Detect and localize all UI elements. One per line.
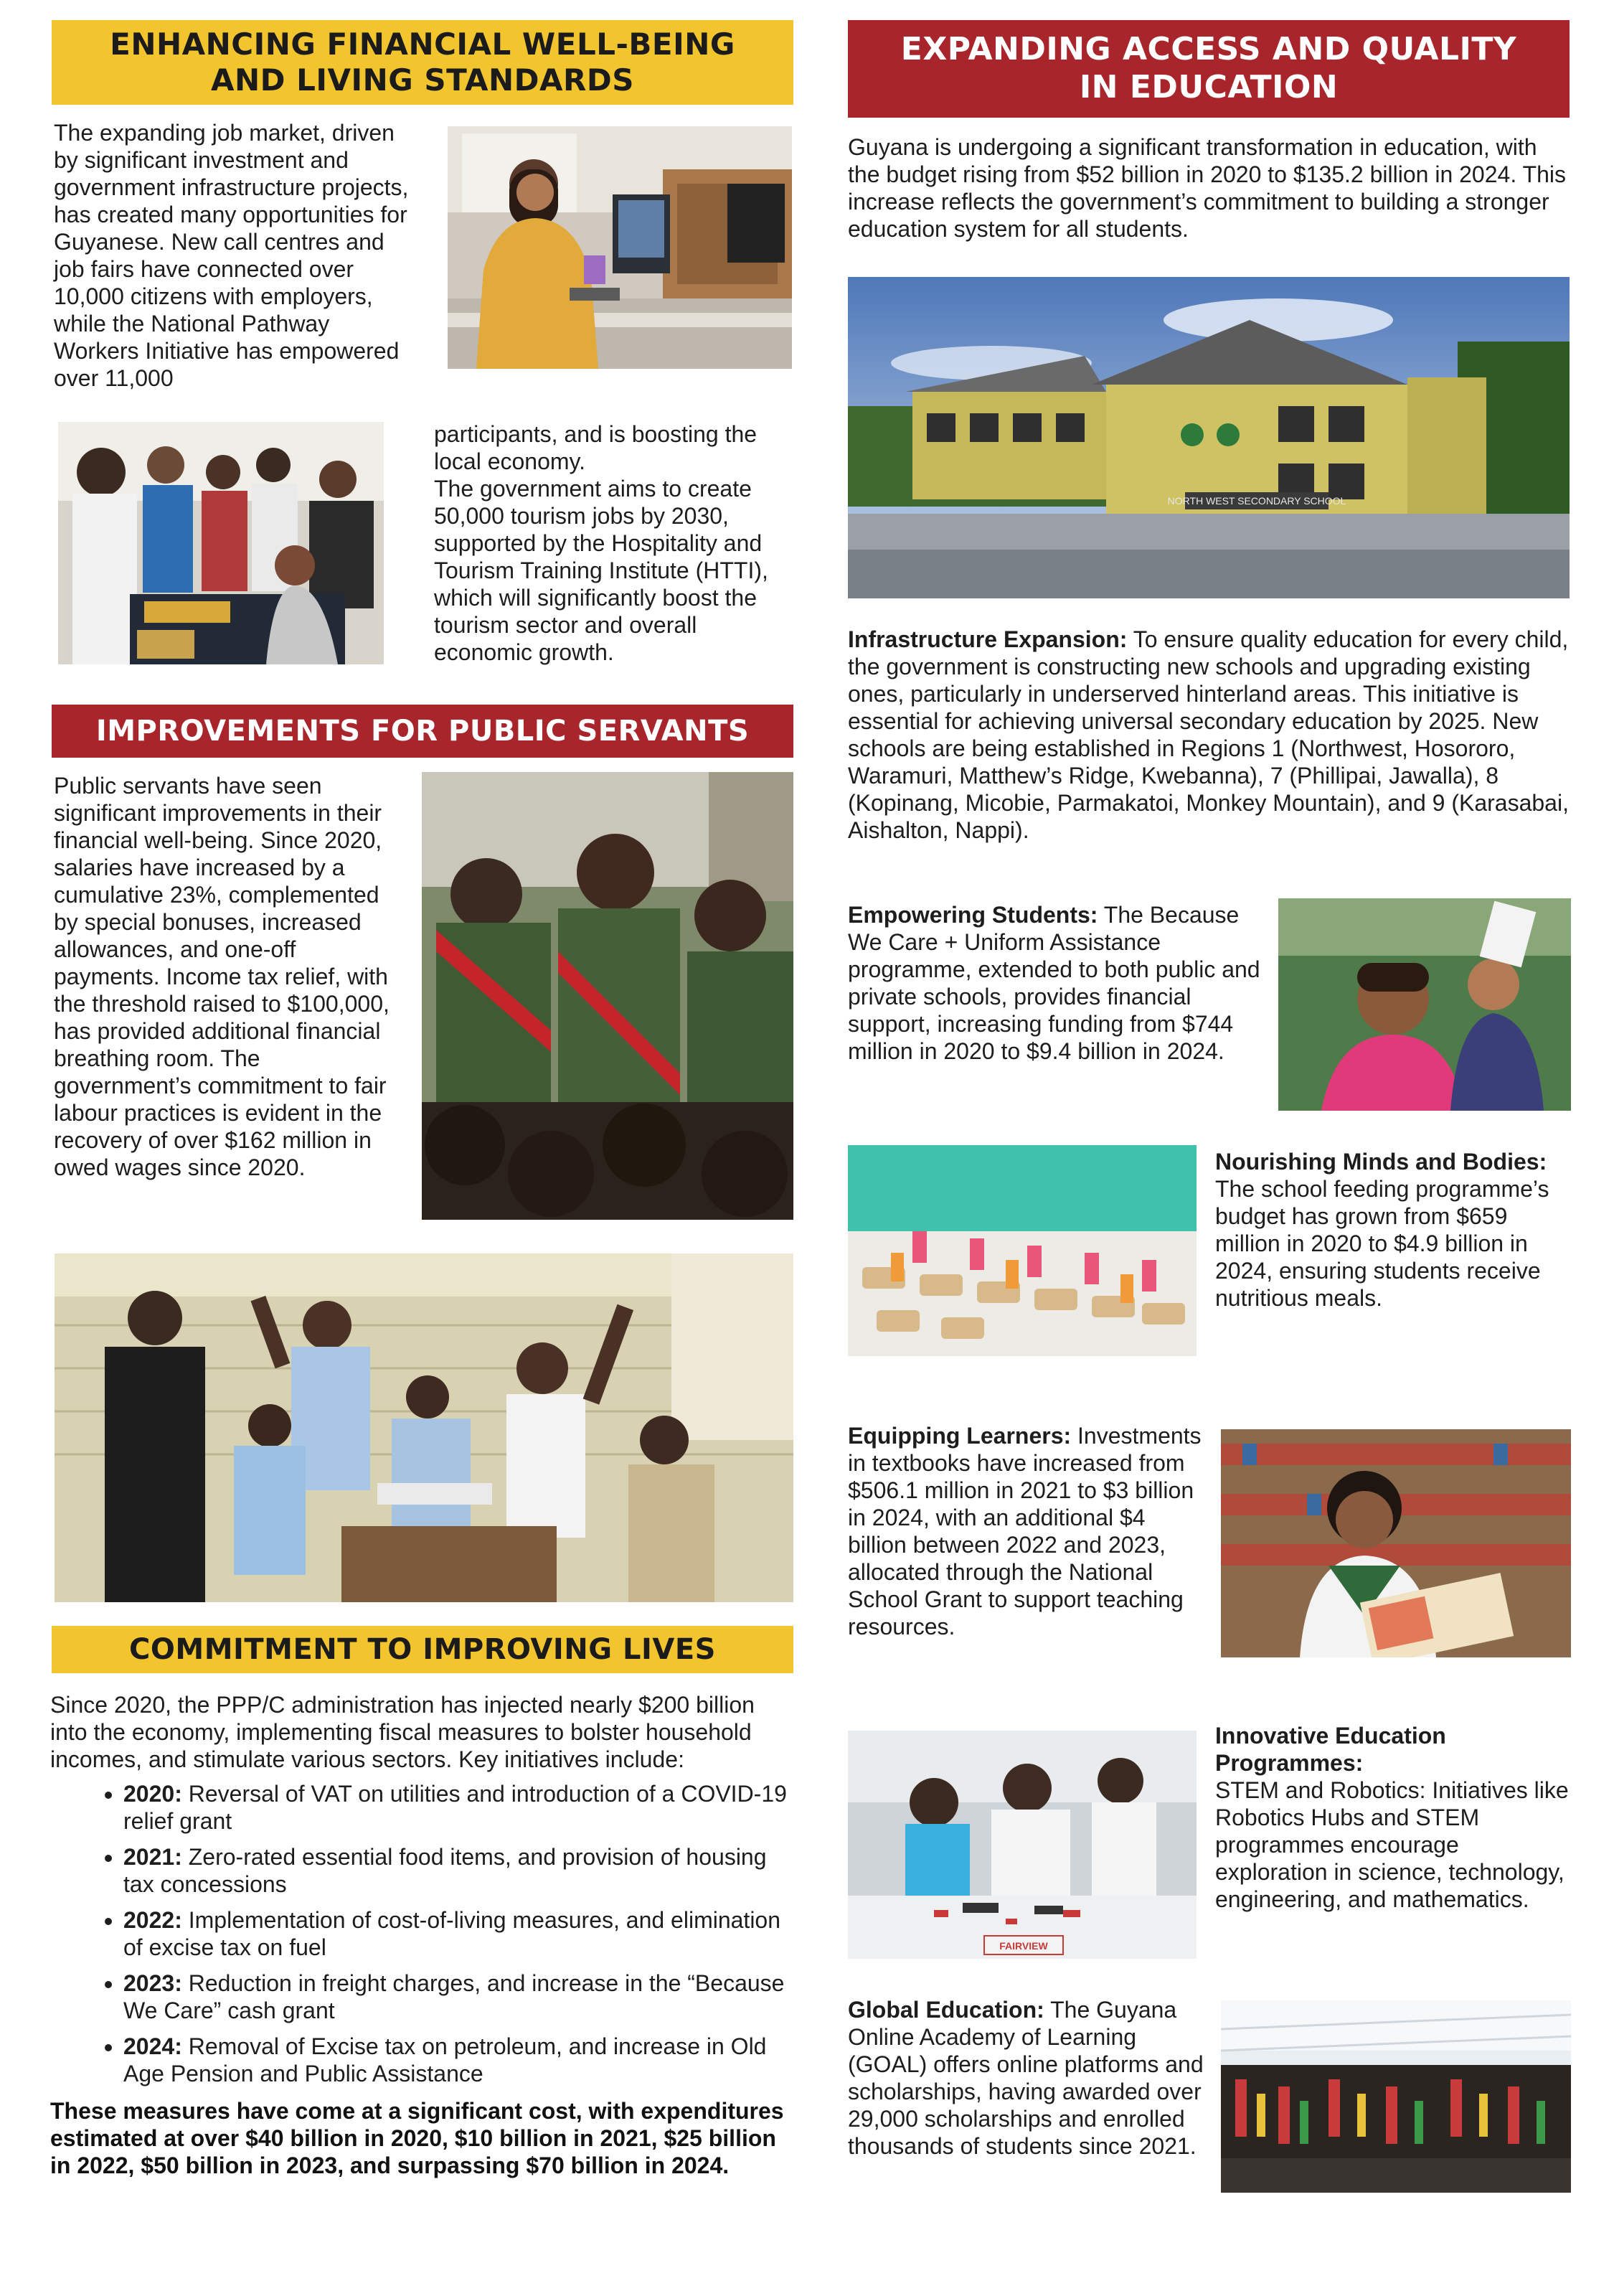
education-intro: Guyana is undergoing a significant transformation in education, with the budget rising from $52 billion in 2020 to $135.2 billion in 2024. This increase reflects the government’s commitment to building a stronger education system for all students. [848, 134, 1566, 242]
call-centre-photo [448, 126, 792, 369]
section-title: ENHANCING FINANCIAL WELL-BEING AND LIVING STANDARDS [110, 26, 735, 98]
tourism-text: The government aims to create 50,000 tourism jobs by 2030, supported by the Hospitality and Tourism Training Institute (HTTI), which will significantly boost the tourism sector and overall economic growth. [434, 476, 768, 665]
nourishing-text: The school feeding programme’s budget has grown from $659 million in 2020 to $4.9 billion in 2024, ensuring students receive nutritious meals. [1215, 1176, 1549, 1311]
initiatives-list [85, 1780, 796, 2087]
section-banner-financial-wellbeing [52, 20, 793, 105]
school-meals-photo [848, 1145, 1197, 1356]
nourishing-heading: Nourishing Minds and Bodies: [1215, 1149, 1547, 1175]
infrastructure-text: To ensure quality education for every child, the government is constructing new schools and upgrading existing ones, particularly in underserved hinterland areas. This initiative is essential for achieving universal secondary education by 2025. New schools are being established in Regions 1 (Northwest, Hosororo, Waramuri, Matthew’s Ridge, Kwebanna), 7 (Phillipai, Jawalla), 8 (Kopinang, Micobie, Parmakatoi, Monkey Mountain), and 9 (Karasabai, Aishalton, Nappi). [848, 626, 1569, 843]
graduation-photo [1221, 2000, 1571, 2193]
initiative-text: Removal of Excise tax on petroleum, and increase in Old Age Pension and Public Assistance [123, 2033, 767, 2086]
soldiers-photo [422, 772, 793, 1220]
list-item [123, 1970, 796, 2024]
nourishing-paragraph [1215, 1148, 1574, 1312]
initiative-text: Zero-rated essential food items, and provision of housing tax concessions [123, 1844, 767, 1897]
robotics-photo [848, 1731, 1197, 1959]
list-item [123, 2033, 796, 2087]
school-sign-text: NORTH WEST SECONDARY SCHOOL [1167, 495, 1346, 507]
expenditure-closing: These measures have come at a significant cost, with expenditures estimated at over $40 billion in 2020, $10 billion in 2021, $25 billion in 2022, $50 billion in 2023, and surpassing $70 billion in 2024. [50, 2098, 784, 2178]
empowering-heading: Empowering Students: [848, 902, 1098, 928]
year-label: 2023: [123, 1970, 182, 1996]
section-banner-improving-lives [52, 1626, 793, 1673]
improving-lives-intro: Since 2020, the PPP/C administration has injected nearly $200 billion into the economy, implementing fiscal measures to bolster household incomes, and stimulate various sectors. Key initiatives include: [50, 1692, 755, 1772]
innovative-text: STEM and Robotics: Initiatives like Robotics Hubs and STEM programmes encourage exploration in science, technology, engineering, and mathematics. [1215, 1777, 1569, 1912]
section-title: EXPANDING ACCESS AND QUALITY IN EDUCATION [900, 31, 1517, 105]
equipping-heading: Equipping Learners: [848, 1423, 1072, 1449]
job-fair-photo [58, 422, 384, 664]
year-label: 2022: [123, 1907, 182, 1933]
list-item [123, 1906, 796, 1961]
infrastructure-paragraph [848, 626, 1572, 844]
list-item [123, 1843, 796, 1898]
school-building-photo [848, 277, 1570, 598]
global-text: The Guyana Online Academy of Learning (GOAL) offers online platforms and scholarships, having awarded over 29,000 scholarships and enrolled thousands of students since 2021. [848, 1997, 1204, 2159]
year-label: 2020: [123, 1781, 182, 1807]
innovative-paragraph [1215, 1722, 1574, 1913]
infrastructure-heading: Infrastructure Expansion: [848, 626, 1128, 652]
year-label: 2021: [123, 1844, 182, 1870]
girl-reading-photo [1221, 1429, 1571, 1657]
section-title: COMMITMENT TO IMPROVING LIVES [129, 1633, 716, 1666]
section-banner-education [848, 20, 1570, 118]
innovative-heading: Innovative Education Programmes: [1215, 1723, 1446, 1776]
public-servants-paragraph: Public servants have seen significant improvements in their financial well-being. Since 2020, salaries have increased by a cumulative 23%, complemented by special bonuses, increased allowances, and one-off payments. Income tax relief, with the threshold raised to $100,000, has provided additional financial breathing room. The government’s commitment to fair labour practices is evident in the recovery of over $162 million in owed wages since 2020. [54, 773, 390, 1180]
global-heading: Global Education: [848, 1997, 1044, 2023]
list-item [123, 1780, 796, 1835]
fairview-banner-text: FAIRVIEW [999, 1940, 1048, 1952]
police-celebration-photo [55, 1253, 793, 1602]
initiative-text: Reduction in freight charges, and increase in the “Because We Care” cash grant [123, 1970, 785, 2023]
year-label: 2024: [123, 2033, 182, 2059]
mother-child-photo [1278, 898, 1571, 1111]
equipping-text: Investments in textbooks have increased from $506.1 million in 2021 to $3 billion in 2024, with an additional $4 billion between 2022 and 2023, allocated through the National School Grant to support teaching resources. [848, 1423, 1202, 1639]
empowering-paragraph [848, 901, 1271, 1065]
initiative-text: Implementation of cost-of-living measures, and elimination of excise tax on fuel [123, 1907, 781, 1960]
financial-paragraph-a: The expanding job market, driven by significant investment and government infrastructure projects, has created many opportunities for Guyanese. New call centres and job fairs have connected over 10,000 citizens with employers, while the National Pathway Workers Initiative has empowered over 11,000 [54, 120, 409, 391]
section-banner-public-servants [52, 705, 793, 758]
participants-text: participants, and is boosting the local economy. [434, 421, 758, 474]
improving-lives-content [50, 1691, 796, 2179]
initiative-text: Reversal of VAT on utilities and introduction of a COVID-19 relief grant [123, 1781, 787, 1834]
global-paragraph [848, 1996, 1207, 2160]
equipping-paragraph [848, 1422, 1207, 1640]
financial-paragraph-b [434, 420, 793, 666]
empowering-text: The Because We Care + Uniform Assistance programme, extended to both public and private schools, provides financial support, increasing funding from $744 million in 2020 to $9.4 billion in 2024. [848, 902, 1260, 1064]
section-title: IMPROVEMENTS FOR PUBLIC SERVANTS [95, 715, 750, 748]
